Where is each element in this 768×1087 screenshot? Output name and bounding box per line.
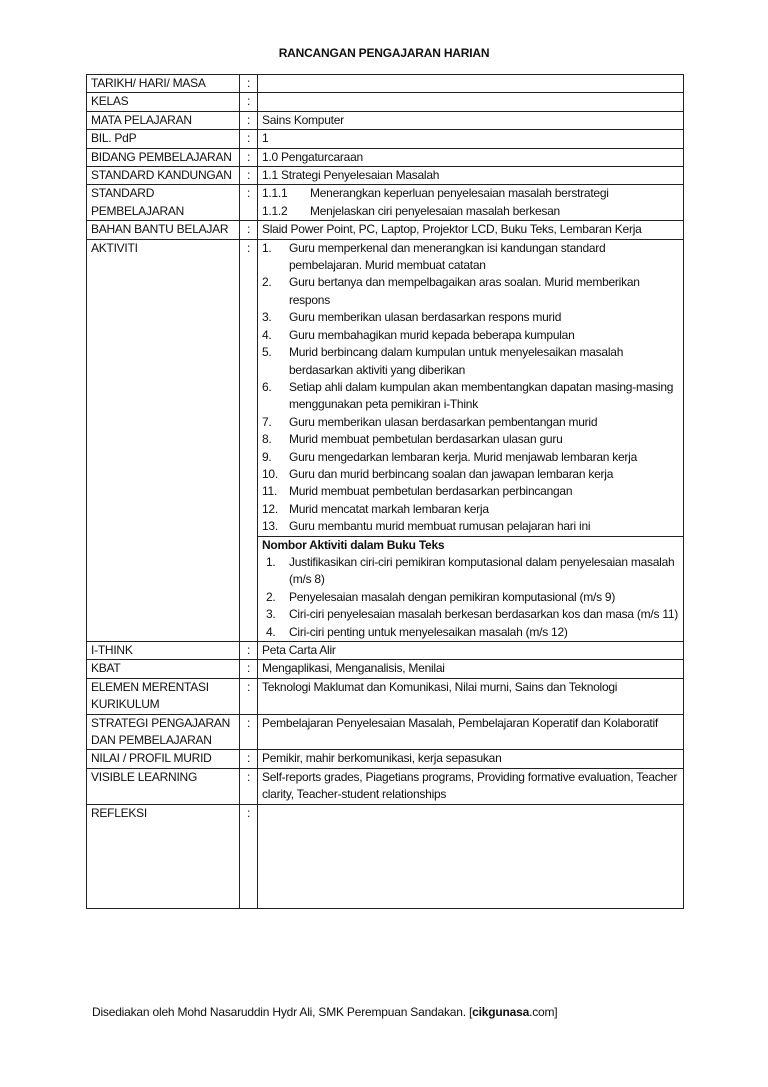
buku-teks-cell [258,536,684,641]
colon: : [240,167,258,185]
value-kelas [258,93,684,111]
value-kbat: Mengaplikasi, Menganalisis, Menilai [258,660,684,678]
list-item [262,240,679,275]
list-number: 13. [262,519,278,534]
row-kbat [87,660,684,678]
value-tarikh [258,75,684,93]
footer-site-name: cikgunasa [472,1005,530,1019]
list-text: Murid berbincang dalam kumpulan untuk menyelesaikan masalah berdasarkan aktiviti yang diberikan [289,345,624,377]
value-i-think: Peta Carta Alir [258,642,684,660]
row-refleksi [87,804,684,908]
list-item [262,606,679,623]
label-kbat: KBAT [87,660,240,678]
list-text: Guru membantu murid membuat rumusan pelajaran hari ini [289,519,591,534]
list-text: Guru memberikan ulasan berdasarkan pembentangan murid [289,414,598,429]
colon: : [240,221,258,239]
aktiviti-steps-cell [258,239,684,536]
list-number: 4. [262,327,272,342]
value-refleksi [258,804,684,908]
list-number: 3. [262,310,272,325]
value-strategi: Pembelajaran Penyelesaian Masalah, Pembelajaran Koperatif dan Kolaboratif [258,714,684,750]
list-text: Ciri-ciri penting untuk menyelesaikan masalah (m/s 12) [289,624,568,639]
colon: : [240,148,258,166]
list-text: Murid membuat pembetulan berdasarkan perbincangan [289,484,573,499]
value-elemen-merentasi: Teknologi Maklumat dan Komunikasi, Nilai murni, Sains dan Teknologi [258,678,684,714]
list-number: 2. [262,275,272,290]
list-number: 11. [262,484,278,499]
list-item [262,589,679,606]
list-item [262,414,679,431]
list-text: Murid membuat pembetulan berdasarkan ulasan guru [289,432,563,447]
list-item [262,518,679,535]
list-text: Guru dan murid berbincang soalan dan jawapan lembaran kerja [289,466,614,481]
document-title: RANCANGAN PENGAJARAN HARIAN [278,46,490,60]
colon: : [240,642,258,660]
list-number: 6. [262,379,272,394]
list-text: Guru memberikan ulasan berdasarkan respons murid [289,310,562,325]
list-number: 9. [262,449,272,464]
list-text: Murid mencatat markah lembaran kerja [289,501,489,516]
row-nilai [87,750,684,768]
label-i-think: I-THINK [87,642,240,660]
list-text: Guru bertanya dan mempelbagaikan aras soalan. Murid memberikan respons [289,275,640,307]
list-item [262,483,679,500]
list-text: Penyelesaian masalah dengan pemikiran komputasional (m/s 9) [289,589,616,604]
list-number: 12. [262,501,278,516]
footer-prefix: Disediakan oleh Mohd Nasaruddin Hydr Ali, SMK Perempuan Sandakan. [ [92,1005,473,1019]
colon: : [240,768,258,804]
list-text: Guru memperkenal dan menerangkan isi kandungan standard pembelajaran. Murid membuat catatan [289,240,606,273]
row-bil-pdp [87,130,684,148]
standard-item [262,203,679,220]
label-nilai: NILAI / PROFIL MURID [87,750,240,768]
colon: : [240,750,258,768]
label-aktiviti: AKTIVITI [87,239,240,641]
list-text: Guru membahagikan murid kepada beberapa kumpulan [289,327,575,342]
list-text: Setiap ahli dalam kumpulan akan membentangkan dapatan masing-masing menggunakan peta pemikiran i-Think [289,379,674,412]
colon: : [240,93,258,111]
value-mata-pelajaran: Sains Komputer [258,111,684,129]
standard-item-number: 1.1.2 [262,203,288,218]
list-item [262,431,679,448]
label-mata-pelajaran: MATA PELAJARAN [87,111,240,129]
list-item [262,466,679,483]
label-visible-learning: VISIBLE LEARNING [87,768,240,804]
value-standard-pembelajaran [258,185,684,221]
list-number: 1. [262,240,272,255]
list-item [262,327,679,344]
list-item [262,379,679,414]
buku-teks-list [262,554,679,641]
footer-site-suffix: .com] [529,1005,558,1019]
value-standard-kandungan: 1.1 Strategi Penyelesaian Masalah [258,167,684,185]
list-number: 5. [262,345,272,360]
label-refleksi: REFLEKSI [87,804,240,908]
list-number: 2. [266,589,276,604]
row-elemen-merentasi [87,678,684,714]
label-bahan-bantu: BAHAN BANTU BELAJAR [87,221,240,239]
colon: : [240,714,258,750]
label-kelas: KELAS [87,93,240,111]
standard-item-number: 1.1.1 [262,186,288,201]
list-item [262,274,679,309]
colon: : [240,75,258,93]
colon: : [240,678,258,714]
row-standard-pembelajaran [87,185,684,221]
label-standard-pembelajaran: STANDARD PEMBELAJARAN [87,185,240,221]
label-elemen-merentasi: ELEMEN MERENTASI KURIKULUM [87,678,240,714]
list-number: 7. [262,414,272,429]
label-strategi: STRATEGI PENGAJARAN DAN PEMBELAJARAN [87,714,240,750]
value-visible-learning: Self-reports grades, Piagetians programs, Providing formative evaluation, Teacher clarity, Teacher-student relationships [258,768,684,804]
list-item [262,501,679,518]
buku-teks-heading: Nombor Aktiviti dalam Buku Teks [262,537,445,552]
label-bil-pdp: BIL. PdP [87,130,240,148]
lesson-plan-table [86,74,684,909]
label-bidang: BIDANG PEMBELAJARAN [87,148,240,166]
list-number: 10. [262,466,278,481]
row-mata-pelajaran [87,111,684,129]
colon: : [240,130,258,148]
row-strategi [87,714,684,750]
row-tarikh [87,75,684,93]
colon: : [240,185,258,221]
value-bil-pdp: 1 [258,130,684,148]
row-bidang [87,148,684,166]
standard-item-text: Menerangkan keperluan penyelesaian masalah berstrategi [310,186,609,201]
colon: : [240,660,258,678]
list-item [262,624,679,641]
row-kelas [87,93,684,111]
footer-credit [92,1005,557,1019]
list-number: 8. [262,432,272,447]
aktiviti-steps [262,240,679,536]
row-i-think [87,642,684,660]
row-aktiviti [87,239,684,536]
list-item [262,449,679,466]
colon: : [240,111,258,129]
label-standard-kandungan: STANDARD KANDUNGAN [87,167,240,185]
list-item [262,344,679,379]
standard-item [262,185,679,202]
row-visible-learning [87,768,684,804]
list-item [262,309,679,326]
value-bahan-bantu: Slaid Power Point, PC, Laptop, Projektor LCD, Buku Teks, Lembaran Kerja [258,221,684,239]
value-nilai: Pemikir, mahir berkomunikasi, kerja sepasukan [258,750,684,768]
colon: : [240,239,258,641]
list-text: Ciri-ciri penyelesaian masalah berkesan berdasarkan kos dan masa (m/s 11) [289,607,679,622]
list-number: 1. [266,554,276,569]
colon: : [240,804,258,908]
list-text: Justifikasikan ciri-ciri pemikiran komputasional dalam penyelesaian masalah (m/s 8) [289,554,675,587]
standard-item-text: Menjelaskan ciri penyelesaian masalah berkesan [310,203,560,218]
row-bahan-bantu [87,221,684,239]
value-bidang: 1.0 Pengaturcaraan [258,148,684,166]
list-number: 3. [266,607,276,622]
row-standard-kandungan [87,167,684,185]
list-item [262,554,679,589]
list-text: Guru mengedarkan lembaran kerja. Murid menjawab lembaran kerja [289,449,638,464]
list-number: 4. [266,624,276,639]
label-tarikh: TARIKH/ HARI/ MASA [87,75,240,93]
